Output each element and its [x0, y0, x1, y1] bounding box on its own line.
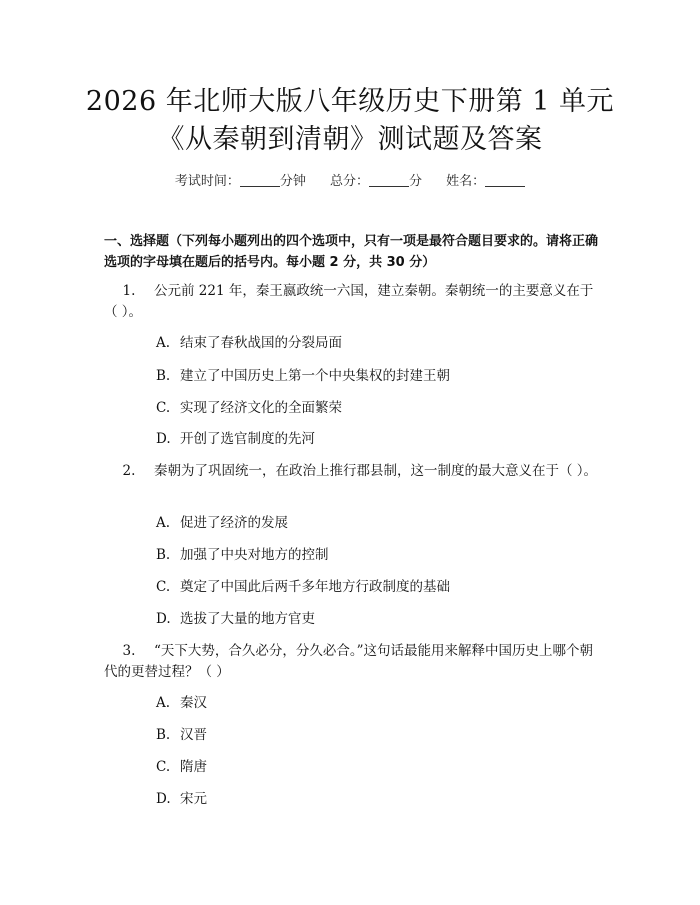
option-letter: A.: [156, 515, 171, 531]
option-text: 开创了选官制度的先河: [180, 431, 315, 447]
option-letter: A.: [156, 695, 171, 711]
question-number: 2.: [122, 463, 136, 479]
option-1a: [156, 333, 342, 353]
option-text: 实现了经济文化的全面繁荣: [180, 400, 342, 416]
option-3c: [156, 757, 207, 777]
option-letter: A.: [156, 335, 171, 351]
time-unit: 分钟: [279, 174, 306, 189]
name-blank: [485, 174, 525, 187]
option-3b: [156, 725, 207, 745]
question-2: [104, 461, 604, 482]
name-field: [446, 170, 525, 189]
option-3a: [156, 693, 207, 713]
option-text: 隋唐: [180, 759, 207, 775]
question-1: [104, 281, 604, 323]
score-unit: 分: [409, 174, 423, 189]
option-letter: C.: [156, 400, 171, 416]
option-letter: D.: [156, 791, 171, 807]
option-3d: [156, 789, 207, 809]
score-blank: [369, 174, 409, 187]
option-letter: C.: [156, 759, 171, 775]
option-text: 促进了经济的发展: [180, 515, 288, 531]
option-letter: B.: [156, 727, 171, 743]
section-heading: 一、选择题（下列每小题列出的四个选项中，只有一项是最符合题目要求的。请将正确选项的字母填在题后的括号内。每小题 2 分，共 30 分）: [104, 234, 599, 270]
option-text: 加强了中央对地方的控制: [180, 547, 329, 563]
score-label: 总分：: [329, 174, 369, 189]
name-label: 姓名：: [446, 174, 486, 189]
option-text: 选拔了大量的地方官吏: [180, 611, 315, 627]
question-number: 1.: [122, 283, 136, 299]
page-title: 2026 年北师大版八年级历史下册第 1 单元: [85, 86, 615, 117]
page-subtitle: 《从秦朝到清朝》测试题及答案: [157, 124, 543, 155]
time-field: [175, 170, 306, 189]
option-text: 秦汉: [180, 695, 207, 711]
option-1c: [156, 398, 342, 418]
question-number: 3.: [122, 643, 136, 659]
option-text: 奠定了中国此后两千多年地方行政制度的基础: [180, 579, 450, 595]
question-3: [104, 641, 604, 683]
option-1d: [156, 429, 315, 449]
option-text: 建立了中国历史上第一个中央集权的封建王朝: [180, 368, 450, 384]
time-label: 考试时间：: [174, 174, 240, 189]
option-2d: [156, 609, 315, 629]
score-field: [330, 170, 422, 189]
option-letter: C.: [156, 579, 171, 595]
option-text: 宋元: [180, 791, 207, 807]
option-2c: [156, 577, 450, 597]
option-letter: D.: [156, 611, 171, 627]
option-text: 结束了春秋战国的分裂局面: [180, 335, 342, 351]
option-2b: [156, 545, 329, 565]
option-text: 汉晋: [180, 727, 207, 743]
question-text: 秦朝为了巩固统一，在政治上推行郡县制，这一制度的最大意义在于（ ）。: [154, 463, 598, 479]
question-text: “天下大势，合久必分，分久必合。”这句话最能用来解释中国历史上哪个朝代的更替过程？（ ）: [104, 643, 594, 680]
option-letter: B.: [156, 547, 171, 563]
option-1b: [156, 366, 450, 386]
option-letter: B.: [156, 368, 171, 384]
option-letter: D.: [156, 431, 171, 447]
question-text: 公元前 221 年，秦王嬴政统一六国，建立秦朝。秦朝统一的主要意义在于（ ）。: [104, 283, 594, 320]
time-blank: [240, 174, 280, 187]
option-2a: [156, 513, 288, 533]
exam-info-row: [0, 170, 700, 189]
